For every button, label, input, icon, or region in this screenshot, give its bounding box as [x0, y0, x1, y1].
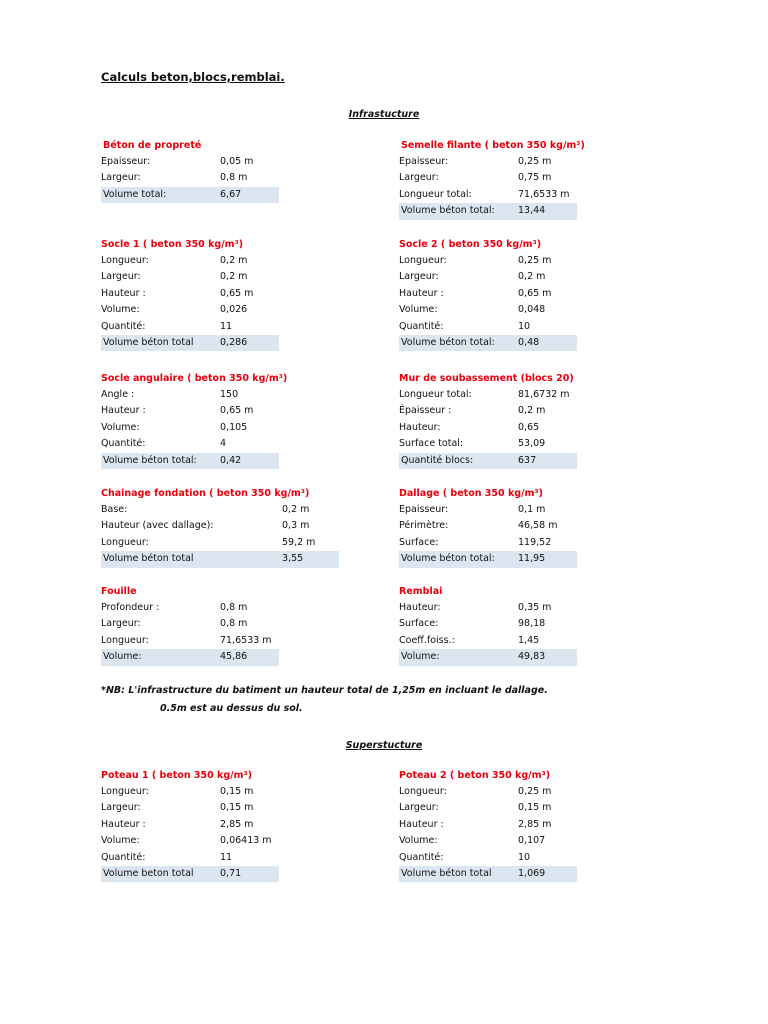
row-value: 81,6732 m: [518, 389, 570, 400]
row-label: Epaisseur:: [399, 156, 449, 167]
row-value: 0,8 m: [220, 172, 248, 184]
data-row: [399, 600, 577, 616]
block-title-remblai: Remblai: [399, 586, 443, 597]
row-value: 0,15 m: [518, 802, 552, 814]
data-row: [101, 403, 279, 419]
row-value: 0,2 m: [220, 271, 248, 283]
total-value: 0,71: [220, 867, 242, 879]
row-label: Base:: [101, 504, 128, 515]
total-row: [101, 866, 279, 882]
row-label: Largeur:: [101, 172, 141, 184]
row-label: Hauteur :: [101, 405, 146, 417]
row-value: 0,2 m: [220, 255, 248, 266]
row-value: 4: [220, 438, 227, 450]
block-title-semelle-filante: Semelle filante ( beton 350 kg/m³): [401, 140, 585, 151]
data-row: [101, 600, 279, 616]
row-label: Largeur:: [399, 172, 439, 184]
block-mur-soubassement: [399, 371, 577, 469]
block-remblai: [399, 584, 577, 666]
data-row: [399, 436, 577, 452]
data-row: [399, 502, 577, 518]
total-row: [101, 551, 339, 567]
block-semelle-filante: [399, 138, 585, 220]
row-label: Surface total:: [399, 438, 464, 450]
block-title-mur-soubassement: Mur de soubassement (blocs 20): [399, 373, 574, 384]
total-label: Volume béton total: [103, 553, 194, 565]
row-value: 0,2 m: [282, 504, 310, 515]
total-value: 11,95: [518, 553, 546, 565]
total-value: 1,069: [518, 867, 546, 879]
data-row: [101, 850, 279, 866]
data-row: [399, 817, 577, 833]
data-row: [101, 535, 339, 551]
row-label: Longueur:: [101, 634, 149, 646]
row-label: Largeur:: [399, 802, 439, 814]
block-poteau1: [101, 768, 279, 882]
row-value: 0,026: [220, 304, 248, 316]
row-value: 46,58 m: [518, 520, 558, 532]
total-label: Volume:: [401, 651, 440, 663]
total-row: [399, 649, 577, 665]
block-beton-proprete: [101, 138, 279, 203]
row-label: Longueur:: [399, 255, 447, 266]
total-row: [399, 551, 577, 567]
total-value: 6,67: [220, 188, 242, 200]
row-value: 98,18: [518, 618, 546, 630]
row-label: Largeur:: [399, 271, 439, 283]
row-value: 0,25 m: [518, 156, 552, 167]
data-row: [101, 387, 279, 403]
row-label: Quantité:: [101, 320, 146, 332]
block-socle-angulaire: [101, 371, 288, 469]
row-value: 0,06413 m: [220, 835, 272, 847]
row-value: 71,6533 m: [518, 188, 570, 200]
total-value: 0,42: [220, 454, 242, 466]
row-label: Longueur:: [101, 786, 149, 797]
row-value: 0,25 m: [518, 255, 552, 266]
block-title-fouille: Fouille: [101, 586, 137, 597]
block-title-socle1: Socle 1 ( beton 350 kg/m³): [101, 239, 244, 250]
row-value: 0,05 m: [220, 156, 254, 167]
row-label: Hauteur :: [101, 287, 146, 299]
data-row: [399, 784, 577, 800]
row-value: 2,85 m: [518, 818, 552, 830]
block-poteau2: [399, 768, 577, 882]
row-value: 0,65: [518, 421, 540, 433]
row-value: 2,85 m: [220, 818, 254, 830]
row-value: 150: [220, 389, 239, 400]
row-value: 0,105: [220, 421, 248, 433]
data-row: [399, 800, 577, 816]
total-label: Quantité blocs:: [401, 454, 474, 466]
row-value: 11: [220, 320, 233, 332]
block-title-socle-angulaire: Socle angulaire ( beton 350 kg/m³): [101, 373, 288, 384]
total-value: 3,55: [282, 553, 304, 565]
data-row: [101, 420, 279, 436]
row-label: Longueur:: [101, 536, 149, 548]
row-value: 1,45: [518, 634, 540, 646]
row-value: 71,6533 m: [220, 634, 272, 646]
data-row: [101, 833, 279, 849]
row-label: Largeur:: [101, 271, 141, 283]
row-label: Volume:: [101, 421, 140, 433]
row-label: Hauteur:: [399, 421, 441, 433]
data-row: [399, 154, 577, 170]
block-socle1: [101, 237, 279, 351]
row-value: 0,65 m: [220, 287, 254, 299]
total-label: Volume béton total:: [401, 336, 495, 348]
data-row: [399, 187, 577, 203]
row-label: Largeur:: [101, 618, 141, 630]
data-row: [399, 286, 577, 302]
data-row: [399, 420, 577, 436]
data-row: [399, 616, 577, 632]
row-label: Volume:: [399, 304, 438, 316]
data-row: [101, 154, 279, 170]
total-row: [399, 866, 577, 882]
row-value: 10: [518, 851, 531, 863]
row-value: 0,048: [518, 304, 546, 316]
block-fouille: [101, 584, 279, 666]
row-value: 119,52: [518, 536, 552, 548]
row-label: Angle :: [101, 389, 135, 400]
data-row: [399, 319, 577, 335]
row-label: Epaisseur:: [399, 504, 449, 515]
total-label: Volume beton total: [103, 867, 194, 879]
row-label: Longueur:: [399, 786, 447, 797]
data-row: [399, 518, 577, 534]
row-value: 0,8 m: [220, 618, 248, 630]
row-label: Quantité:: [101, 438, 146, 450]
total-row: [399, 453, 577, 469]
row-value: 0,65 m: [518, 287, 552, 299]
total-value: 0,286: [220, 336, 248, 348]
row-label: Hauteur :: [399, 818, 444, 830]
total-row: [399, 335, 577, 351]
row-value: 0,15 m: [220, 802, 254, 814]
row-label: Épaisseur :: [399, 405, 452, 417]
page-title: Calculs beton,blocs,remblai.: [101, 70, 285, 84]
data-row: [399, 833, 577, 849]
data-row: [101, 518, 339, 534]
data-row: [101, 319, 279, 335]
total-value: 13,44: [518, 205, 546, 217]
data-row: [101, 817, 279, 833]
data-row: [399, 170, 577, 186]
data-row: [399, 403, 577, 419]
total-value: 0,48: [518, 336, 540, 348]
row-label: Quantité:: [399, 320, 444, 332]
data-row: [101, 269, 279, 285]
total-row: [399, 203, 577, 219]
data-row: [101, 800, 279, 816]
row-value: 0,107: [518, 835, 546, 847]
data-row: [101, 633, 279, 649]
row-label: Longueur total:: [399, 188, 472, 200]
data-row: [101, 170, 279, 186]
total-row: [101, 187, 279, 203]
total-label: Volume total:: [103, 188, 167, 200]
block-title-socle2: Socle 2 ( beton 350 kg/m³): [399, 239, 542, 250]
data-row: [101, 502, 339, 518]
row-label: Hauteur (avec dallage):: [101, 520, 214, 532]
total-row: [101, 335, 279, 351]
data-row: [101, 253, 279, 269]
block-title-dallage: Dallage ( beton 350 kg/m³): [399, 488, 543, 499]
section-title-infrastructure: Infrastucture: [348, 109, 420, 120]
data-row: [399, 253, 577, 269]
row-value: 53,09: [518, 438, 546, 450]
row-value: 11: [220, 851, 233, 863]
data-row: [101, 286, 279, 302]
row-value: 59,2 m: [282, 536, 316, 548]
total-row: [101, 453, 279, 469]
row-label: Largeur:: [101, 802, 141, 814]
block-title-poteau1: Poteau 1 ( beton 350 kg/m³): [101, 770, 253, 781]
block-title-beton-proprete: Béton de propreté: [103, 140, 202, 151]
total-value: 637: [518, 454, 537, 466]
data-row: [399, 633, 577, 649]
row-label: Profondeur :: [101, 602, 160, 613]
total-label: Volume:: [103, 651, 142, 663]
row-value: 0,2 m: [518, 271, 546, 283]
row-value: 0,2 m: [518, 405, 546, 417]
block-title-poteau2: Poteau 2 ( beton 350 kg/m³): [399, 770, 551, 781]
row-label: Surface:: [399, 618, 439, 630]
data-row: [101, 784, 279, 800]
row-label: Longueur total:: [399, 389, 472, 400]
section-title-superstructure: Superstucture: [345, 740, 423, 751]
row-value: 0,15 m: [220, 786, 254, 797]
row-label: Quantité:: [399, 851, 444, 863]
row-value: 0,75 m: [518, 172, 552, 184]
row-label: Longueur:: [101, 255, 149, 266]
row-value: 0,3 m: [282, 520, 310, 532]
row-label: Epaisseur:: [101, 156, 151, 167]
block-chainage: [101, 486, 339, 568]
data-row: [399, 387, 577, 403]
block-title-chainage: Chainage fondation ( beton 350 kg/m³): [101, 488, 310, 499]
total-label: Volume béton total:: [401, 553, 495, 565]
data-row: [399, 269, 577, 285]
row-label: Quantité:: [101, 851, 146, 863]
row-label: Périmètre:: [399, 520, 449, 532]
total-label: Volume béton total:: [103, 454, 197, 466]
data-row: [399, 850, 577, 866]
row-label: Volume:: [101, 304, 140, 316]
data-row: [101, 302, 279, 318]
note-line-1: *NB: L'infrastructure du batiment un hauteur total de 1,25m en incluant le dallage.: [101, 685, 548, 696]
total-value: 49,83: [518, 651, 546, 663]
row-value: 0,35 m: [518, 602, 552, 613]
total-label: Volume béton total: [103, 336, 194, 348]
row-label: Coeff.foiss.:: [399, 634, 455, 646]
row-label: Volume:: [399, 835, 438, 847]
row-value: 0,1 m: [518, 504, 546, 515]
row-label: Hauteur :: [399, 287, 444, 299]
row-value: 0,25 m: [518, 786, 552, 797]
data-row: [399, 535, 577, 551]
row-label: Surface:: [399, 536, 439, 548]
total-value: 45,86: [220, 651, 248, 663]
block-socle2: [399, 237, 577, 351]
data-row: [101, 616, 279, 632]
block-dallage: [399, 486, 577, 568]
total-label: Volume béton total: [401, 867, 492, 879]
row-label: Hauteur :: [101, 818, 146, 830]
data-row: [101, 436, 279, 452]
note-line-2: 0.5m est au dessus du sol.: [160, 703, 303, 714]
total-row: [101, 649, 279, 665]
row-value: 10: [518, 320, 531, 332]
row-value: 0,8 m: [220, 602, 248, 613]
total-label: Volume béton total:: [401, 205, 495, 217]
data-row: [399, 302, 577, 318]
row-label: Volume:: [101, 835, 140, 847]
row-label: Hauteur:: [399, 602, 441, 613]
row-value: 0,65 m: [220, 405, 254, 417]
